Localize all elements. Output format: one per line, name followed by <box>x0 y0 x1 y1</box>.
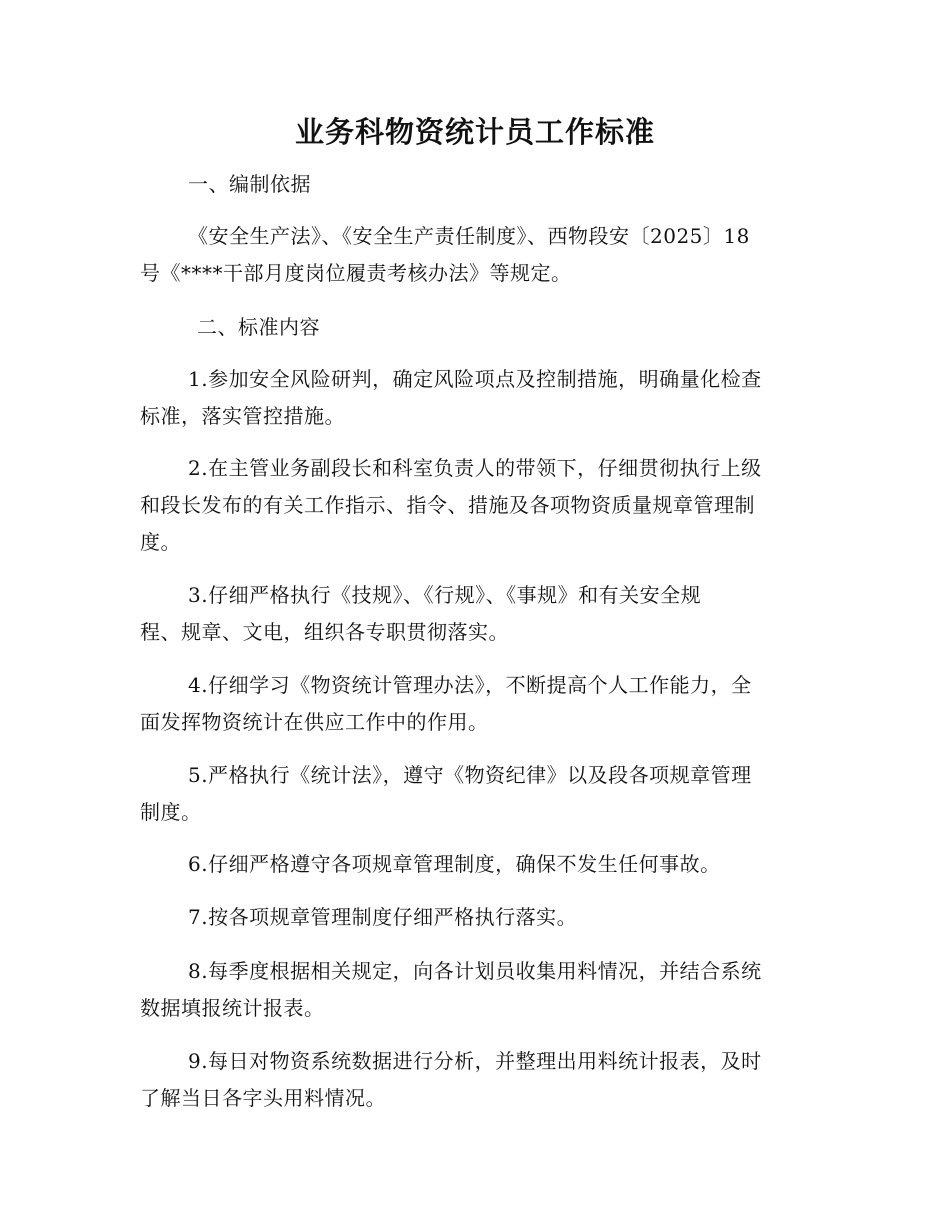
list-item-3-line-2: 程、规章、文电，组织各专职贯彻落实。 <box>140 620 509 644</box>
list-item-2-line-2: 和段长发布的有关工作指示、指令、措施及各项物资质量规章管理制 <box>140 493 755 517</box>
document-title: 业务科物资统计员工作标准 <box>294 115 655 149</box>
list-item-7-line-1: 7.按各项规章管理制度仔细严格执行落实。 <box>188 905 578 929</box>
list-item-4-line-1: 4.仔细学习《物资统计管理办法》，不断提高个人工作能力，全 <box>188 673 752 697</box>
list-item-2-line-3: 度。 <box>140 530 181 554</box>
list-item-9-line-1: 9.每日对物资系统数据进行分析，并整理出用料统计报表，及时 <box>188 1049 762 1073</box>
list-item-6-line-1: 6.仔细严格遵守各项规章管理制度，确保不发生任何事故。 <box>188 852 721 876</box>
list-item-3-line-1: 3.仔细严格执行《技规》、《行规》、《事规》和有关安全规 <box>188 583 702 607</box>
list-item-4-line-2: 面发挥物资统计在供应工作中的作用。 <box>140 710 489 734</box>
list-item-9-line-2: 了解当日各字头用料情况。 <box>140 1086 386 1110</box>
list-item-5-line-2: 制度。 <box>140 800 202 824</box>
list-item-8-line-1: 8.每季度根据相关规定，向各计划员收集用料情况，并结合系统 <box>188 959 762 983</box>
section-heading-basis: 一、编制依据 <box>188 172 311 196</box>
basis-paragraph-line-2: 号《****干部月度岗位履责考核办法》等规定。 <box>140 261 572 285</box>
list-item-2-line-1: 2.在主管业务副段长和科室负责人的带领下，仔细贯彻执行上级 <box>188 456 762 480</box>
list-item-8-line-2: 数据填报统计报表。 <box>140 996 325 1020</box>
list-item-5-line-1: 5.严格执行《统计法》，遵守《物资纪律》以及段各项规章管理 <box>188 763 752 787</box>
section-heading-content: 二、标准内容 <box>197 315 320 339</box>
list-item-1-line-2: 标准，落实管控措施。 <box>140 404 345 428</box>
basis-paragraph-line-1: 《安全生产法》、《安全生产责任制度》、西物段安〔2025〕18 <box>188 224 750 248</box>
list-item-1-line-1: 1.参加安全风险研判，确定风险项点及控制措施，明确量化检查 <box>188 367 762 391</box>
